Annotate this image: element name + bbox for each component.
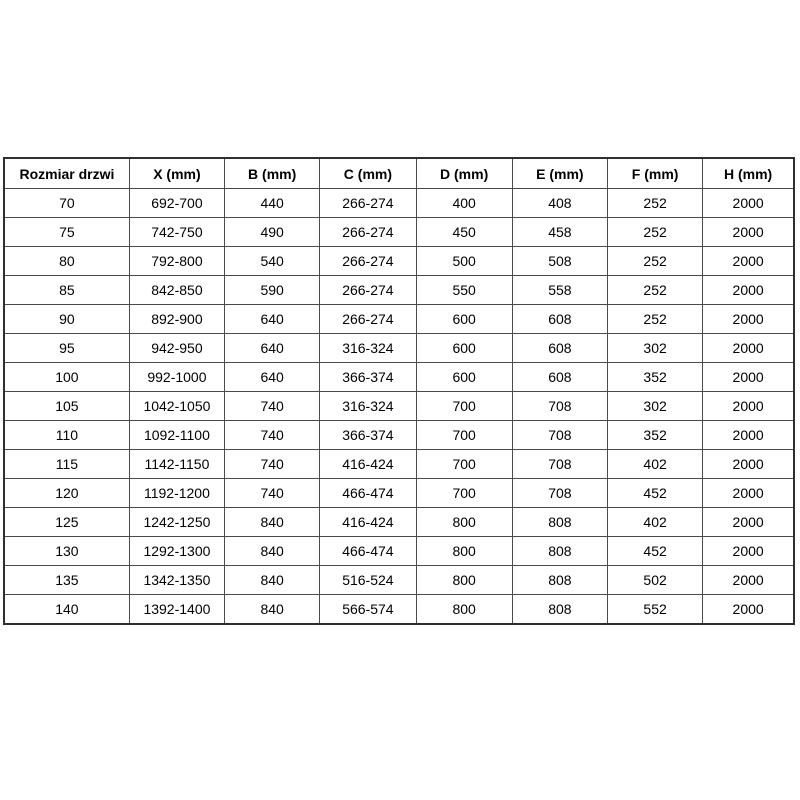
table-row [4, 334, 794, 363]
table-row [4, 421, 794, 450]
table-cell: 402 [607, 508, 702, 537]
table-cell: 416-424 [320, 450, 416, 479]
table-cell: 125 [4, 508, 129, 537]
door-size-table [3, 157, 795, 625]
table-cell: 352 [607, 363, 702, 392]
table-cell: 90 [4, 305, 129, 334]
table-cell: 700 [416, 421, 512, 450]
table-cell: 2000 [703, 189, 794, 218]
table-cell: 800 [416, 508, 512, 537]
table-cell: 692-700 [129, 189, 224, 218]
table-cell: 2000 [703, 247, 794, 276]
table-cell: 266-274 [320, 305, 416, 334]
table-cell: 2000 [703, 392, 794, 421]
table-cell: 2000 [703, 276, 794, 305]
table-cell: 1392-1400 [129, 595, 224, 625]
column-header: X (mm) [129, 158, 224, 189]
table-cell: 840 [225, 508, 320, 537]
table-cell: 252 [607, 218, 702, 247]
table-cell: 1242-1250 [129, 508, 224, 537]
table-cell: 550 [416, 276, 512, 305]
table-cell: 840 [225, 595, 320, 625]
table-cell: 608 [512, 363, 607, 392]
table-cell: 808 [512, 508, 607, 537]
table-row [4, 479, 794, 508]
table-row [4, 566, 794, 595]
table-cell: 792-800 [129, 247, 224, 276]
table-cell: 408 [512, 189, 607, 218]
table-cell: 552 [607, 595, 702, 625]
table-cell: 740 [225, 450, 320, 479]
table-cell: 708 [512, 421, 607, 450]
table-cell: 366-374 [320, 421, 416, 450]
table-cell: 800 [416, 595, 512, 625]
table-cell: 80 [4, 247, 129, 276]
table-cell: 892-900 [129, 305, 224, 334]
table-cell: 75 [4, 218, 129, 247]
table-cell: 590 [225, 276, 320, 305]
table-cell: 800 [416, 537, 512, 566]
table-cell: 1292-1300 [129, 537, 224, 566]
table-cell: 708 [512, 392, 607, 421]
table-cell: 120 [4, 479, 129, 508]
table-cell: 640 [225, 334, 320, 363]
table-cell: 800 [416, 566, 512, 595]
table-cell: 942-950 [129, 334, 224, 363]
table-cell: 252 [607, 276, 702, 305]
table-cell: 842-850 [129, 276, 224, 305]
table-cell: 608 [512, 305, 607, 334]
column-header: H (mm) [703, 158, 794, 189]
table-cell: 700 [416, 479, 512, 508]
table-row [4, 305, 794, 334]
table-cell: 95 [4, 334, 129, 363]
table-cell: 1192-1200 [129, 479, 224, 508]
table-cell: 400 [416, 189, 512, 218]
table-cell: 2000 [703, 363, 794, 392]
table-cell: 316-324 [320, 392, 416, 421]
table-cell: 2000 [703, 421, 794, 450]
table-cell: 466-474 [320, 479, 416, 508]
column-header: C (mm) [320, 158, 416, 189]
table-cell: 508 [512, 247, 607, 276]
table-cell: 2000 [703, 508, 794, 537]
table-cell: 2000 [703, 450, 794, 479]
table-cell: 700 [416, 450, 512, 479]
table-cell: 2000 [703, 479, 794, 508]
table-cell: 740 [225, 421, 320, 450]
table-cell: 252 [607, 189, 702, 218]
table-cell: 366-374 [320, 363, 416, 392]
table-body [4, 189, 794, 625]
table-cell: 140 [4, 595, 129, 625]
table-row [4, 247, 794, 276]
table-cell: 640 [225, 305, 320, 334]
table-cell: 808 [512, 595, 607, 625]
table-row [4, 218, 794, 247]
header-row [4, 158, 794, 189]
table-cell: 85 [4, 276, 129, 305]
table-cell: 600 [416, 305, 512, 334]
table-cell: 466-474 [320, 537, 416, 566]
table-row [4, 508, 794, 537]
table-cell: 808 [512, 566, 607, 595]
table-cell: 2000 [703, 305, 794, 334]
table-row [4, 595, 794, 625]
table-cell: 70 [4, 189, 129, 218]
table-cell: 1142-1150 [129, 450, 224, 479]
table-cell: 402 [607, 450, 702, 479]
table-cell: 608 [512, 334, 607, 363]
table-row [4, 189, 794, 218]
table-cell: 600 [416, 363, 512, 392]
table-cell: 500 [416, 247, 512, 276]
table-cell: 452 [607, 479, 702, 508]
table-row [4, 450, 794, 479]
table-row [4, 392, 794, 421]
table-cell: 502 [607, 566, 702, 595]
column-header: D (mm) [416, 158, 512, 189]
column-header: E (mm) [512, 158, 607, 189]
table-cell: 2000 [703, 566, 794, 595]
table-head [4, 158, 794, 189]
table-cell: 640 [225, 363, 320, 392]
table-cell: 352 [607, 421, 702, 450]
table-cell: 135 [4, 566, 129, 595]
table-cell: 416-424 [320, 508, 416, 537]
table-cell: 840 [225, 537, 320, 566]
table-cell: 450 [416, 218, 512, 247]
table-cell: 540 [225, 247, 320, 276]
table-cell: 110 [4, 421, 129, 450]
table-cell: 266-274 [320, 218, 416, 247]
table-cell: 1042-1050 [129, 392, 224, 421]
table-cell: 558 [512, 276, 607, 305]
table-cell: 2000 [703, 595, 794, 625]
table-cell: 740 [225, 392, 320, 421]
table-cell: 808 [512, 537, 607, 566]
table-cell: 252 [607, 305, 702, 334]
table-cell: 100 [4, 363, 129, 392]
table-cell: 440 [225, 189, 320, 218]
column-header: Rozmiar drzwi [4, 158, 129, 189]
table-cell: 2000 [703, 537, 794, 566]
table-cell: 516-524 [320, 566, 416, 595]
table-cell: 708 [512, 479, 607, 508]
table-cell: 266-274 [320, 247, 416, 276]
table-cell: 302 [607, 392, 702, 421]
table-row [4, 363, 794, 392]
table-cell: 840 [225, 566, 320, 595]
table-cell: 452 [607, 537, 702, 566]
table-cell: 992-1000 [129, 363, 224, 392]
table-cell: 700 [416, 392, 512, 421]
table-cell: 600 [416, 334, 512, 363]
table-cell: 105 [4, 392, 129, 421]
table-cell: 266-274 [320, 189, 416, 218]
column-header: F (mm) [607, 158, 702, 189]
table-row [4, 537, 794, 566]
table-cell: 566-574 [320, 595, 416, 625]
table-cell: 458 [512, 218, 607, 247]
table-cell: 708 [512, 450, 607, 479]
table-row [4, 276, 794, 305]
table-cell: 2000 [703, 334, 794, 363]
table-cell: 2000 [703, 218, 794, 247]
table-cell: 266-274 [320, 276, 416, 305]
table-cell: 316-324 [320, 334, 416, 363]
table-cell: 115 [4, 450, 129, 479]
table-cell: 1342-1350 [129, 566, 224, 595]
door-size-table-container [3, 157, 795, 625]
table-cell: 490 [225, 218, 320, 247]
table-cell: 1092-1100 [129, 421, 224, 450]
table-cell: 302 [607, 334, 702, 363]
table-cell: 252 [607, 247, 702, 276]
table-cell: 740 [225, 479, 320, 508]
column-header: B (mm) [225, 158, 320, 189]
table-cell: 742-750 [129, 218, 224, 247]
table-cell: 130 [4, 537, 129, 566]
